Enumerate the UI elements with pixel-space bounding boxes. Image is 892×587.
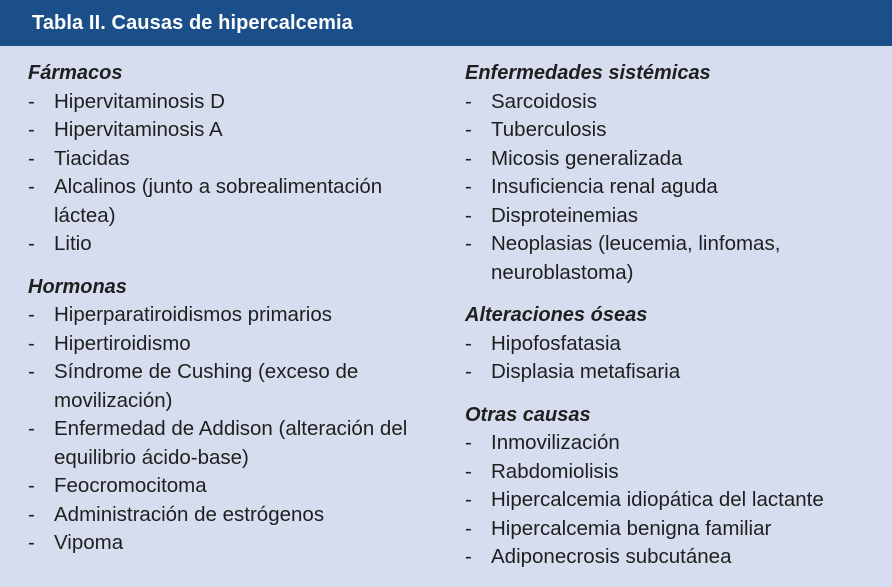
list-item-text: Hiperparatiroidismos primarios [54, 303, 332, 326]
list-item [465, 116, 885, 145]
list-item-text: Tiacidas [54, 146, 130, 170]
list-marker: - [465, 232, 472, 255]
list-item-text: Enfermedad de Addison (alteración del equilibrio ácido-base) [54, 417, 408, 469]
list-marker: - [465, 175, 472, 198]
list-item [28, 88, 438, 117]
list-item-text: Hipervitaminosis D [54, 89, 225, 113]
list-item-text: Rabdomiolisis [491, 459, 619, 483]
list-marker: - [28, 502, 35, 526]
list-item-text: Hipertiroidismo [54, 331, 191, 355]
list-item [28, 415, 438, 472]
list-item-text: Disproteinemias [491, 203, 638, 227]
list-item [465, 458, 885, 487]
list-item-text: Vipoma [54, 531, 124, 554]
list-item-text: Alcalinos (junto a sobrealimentación láctea) [54, 175, 383, 227]
list-item-text: Displasia metafisaria [491, 360, 681, 383]
table-header [0, 0, 892, 46]
list-marker: - [28, 360, 35, 383]
list-marker: - [28, 118, 35, 141]
list-item-text: Hipervitaminosis A [54, 118, 223, 141]
list-item [465, 202, 885, 231]
list-marker: - [465, 146, 472, 170]
list-marker: - [28, 89, 35, 113]
list-item-text: Micosis generalizada [491, 146, 683, 170]
list-item-text: Litio [54, 232, 92, 255]
list-item [465, 429, 885, 458]
list-item [465, 486, 885, 515]
list-item [465, 330, 885, 359]
list-marker: - [465, 118, 472, 141]
list-item [465, 88, 885, 117]
list-marker: - [465, 431, 472, 454]
list-marker: - [465, 488, 472, 511]
section-enfermedades-sistemicas [465, 59, 885, 287]
section-title: Fármacos [28, 62, 123, 84]
list-item-text: Tuberculosis [491, 118, 607, 141]
list-item [465, 515, 885, 544]
list-item [28, 330, 438, 359]
list-item [465, 358, 885, 387]
list-marker: - [28, 232, 35, 255]
section-title: Otras causas [465, 403, 591, 426]
list-marker: - [465, 203, 472, 227]
list-marker: - [465, 516, 472, 540]
right-column [465, 59, 885, 586]
list-item-text: Feocromocitoma [54, 474, 207, 497]
section-title: Enfermedades sistémicas [465, 62, 711, 84]
list-item [465, 145, 885, 174]
list-item [28, 145, 438, 174]
list-item-text: Hipercalcemia idiopática del lactante [491, 488, 824, 511]
list-item [28, 116, 438, 145]
list-marker: - [465, 331, 472, 355]
list-item [28, 358, 438, 415]
list-item [28, 173, 438, 230]
list-marker: - [465, 360, 472, 383]
list-item [465, 173, 885, 202]
left-column [28, 59, 438, 572]
list-item-text: Síndrome de Cushing (exceso de movilización) [54, 360, 359, 412]
table-title: Tabla II. Causas de hipercalcemia [32, 11, 353, 34]
section-otras-causas [465, 401, 885, 572]
list-marker: - [465, 89, 472, 113]
section-farmacos [28, 59, 438, 259]
list-marker: - [28, 146, 35, 170]
list-marker: - [28, 474, 35, 497]
list-item [28, 529, 438, 558]
list-marker: - [28, 531, 35, 554]
list-item [28, 501, 438, 530]
list-marker: - [465, 545, 472, 568]
list-marker: - [465, 459, 472, 483]
section-title: Alteraciones óseas [465, 304, 648, 326]
list-item-text: Insuficiencia renal aguda [491, 175, 718, 198]
section-hormonas [28, 273, 438, 558]
list-item-text: Inmovilización [491, 431, 620, 454]
section-title: Hormonas [28, 275, 127, 298]
list-marker: - [28, 175, 35, 198]
section-alteraciones-oseas [465, 301, 885, 387]
list-item [465, 230, 885, 287]
list-item-text: Adiponecrosis subcutánea [491, 545, 732, 568]
list-item-text: Hipercalcemia benigna familiar [491, 516, 772, 540]
list-item [28, 301, 438, 330]
list-marker: - [28, 417, 35, 440]
list-marker: - [28, 303, 35, 326]
list-item-text: Sarcoidosis [491, 89, 597, 113]
list-item [28, 230, 438, 259]
list-item [28, 472, 438, 501]
list-item-text: Neoplasias (leucemia, linfomas, neuroblastoma) [491, 232, 781, 284]
list-marker: - [28, 331, 35, 355]
list-item-text: Hipofosfatasia [491, 331, 621, 355]
list-item-text: Administración de estrógenos [54, 502, 325, 526]
list-item [465, 543, 885, 572]
